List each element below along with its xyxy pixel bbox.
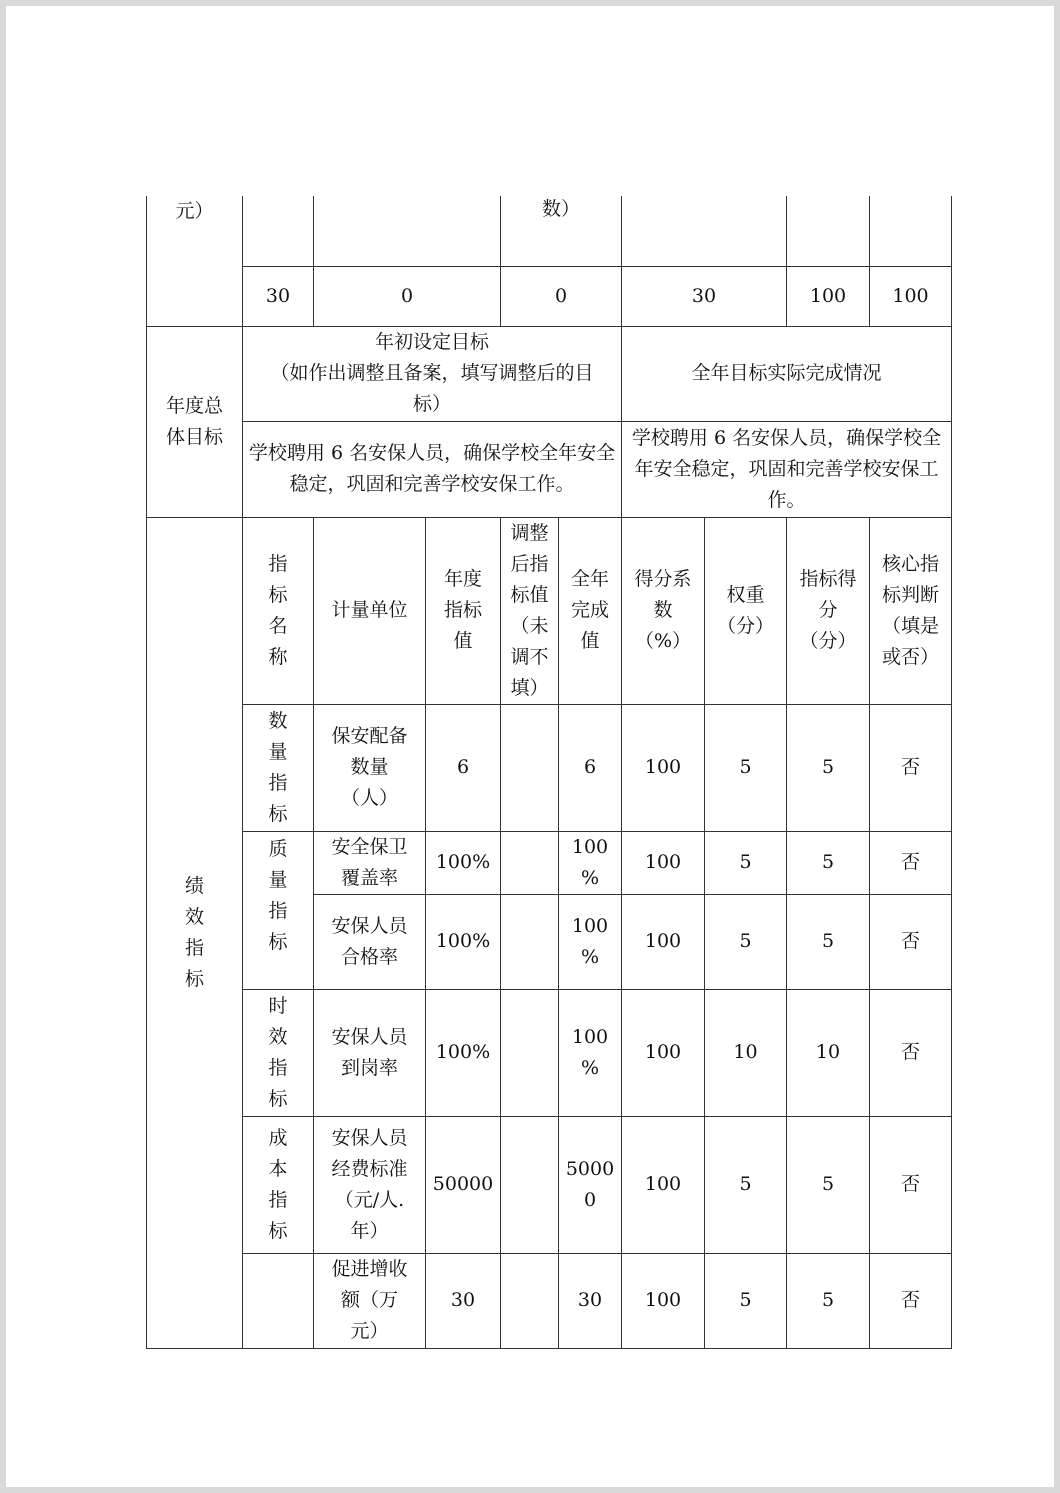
budget-header-cell — [870, 196, 952, 266]
budget-header-cell — [314, 196, 501, 266]
header-annual-target: 年度 指标 值 — [426, 517, 501, 704]
weight: 5 — [705, 1253, 787, 1348]
performance-label: 绩 效 指 标 — [147, 517, 243, 1348]
adjusted-target — [501, 831, 559, 894]
budget-value: 0 — [314, 266, 501, 326]
header-score: 指标得 分 （分） — [787, 517, 870, 704]
score: 5 — [787, 1116, 870, 1253]
set-goal-header: 年初设定目标 （如作出调整且备案，填写调整后的目 标） — [243, 326, 622, 421]
budget-value: 100 — [787, 266, 870, 326]
weight: 5 — [705, 1116, 787, 1253]
group-cost: 成 本 指 标 — [243, 1116, 314, 1253]
adjusted-target — [501, 704, 559, 831]
budget-value: 100 — [870, 266, 952, 326]
budget-header-cell — [622, 196, 787, 266]
weight: 5 — [705, 894, 787, 989]
actual-goal-header: 全年目标实际完成情况 — [622, 326, 952, 421]
table-row — [147, 1253, 952, 1348]
core-judgment: 否 — [870, 1116, 952, 1253]
budget-value: 30 — [243, 266, 314, 326]
table-row — [147, 1116, 952, 1253]
header-actual-value: 全年 完成 值 — [559, 517, 622, 704]
annual-target: 30 — [426, 1253, 501, 1348]
annual-target: 100% — [426, 831, 501, 894]
budget-value: 0 — [501, 266, 622, 326]
header-weight: 权重 （分） — [705, 517, 787, 704]
table-row — [147, 831, 952, 894]
header-core: 核心指 标判断 （填是 或否） — [870, 517, 952, 704]
weight: 5 — [705, 704, 787, 831]
score-coefficient: 100 — [622, 989, 705, 1116]
annual-target: 50000 — [426, 1116, 501, 1253]
core-judgment: 否 — [870, 704, 952, 831]
actual-value: 6 — [559, 704, 622, 831]
budget-value: 30 — [622, 266, 787, 326]
budget-header-cell — [787, 196, 870, 266]
score-coefficient: 100 — [622, 704, 705, 831]
score: 10 — [787, 989, 870, 1116]
indicator-name: 保安配备 数量 （人） — [314, 704, 426, 831]
actual-value: 100 % — [559, 831, 622, 894]
table-row — [147, 989, 952, 1116]
score: 5 — [787, 831, 870, 894]
annual-target: 100% — [426, 989, 501, 1116]
score-coefficient: 100 — [622, 831, 705, 894]
core-judgment: 否 — [870, 831, 952, 894]
adjusted-target — [501, 1116, 559, 1253]
header-adjusted-target: 调整 后指 标值 （未 调不 填） — [501, 517, 559, 704]
group-empty — [243, 1253, 314, 1348]
actual-goal-text: 学校聘用 6 名安保人员，确保学校全年安全稳定，巩固和完善学校安保工作。 — [622, 421, 952, 517]
annual-goal-label: 年度总 体目标 — [147, 326, 243, 517]
indicator-name: 安全保卫 覆盖率 — [314, 831, 426, 894]
score-coefficient: 100 — [622, 1116, 705, 1253]
header-score-coefficient: 得分系 数 （%） — [622, 517, 705, 704]
core-judgment: 否 — [870, 894, 952, 989]
adjusted-target — [501, 894, 559, 989]
group-timeliness: 时 效 指 标 — [243, 989, 314, 1116]
score: 5 — [787, 894, 870, 989]
weight: 5 — [705, 831, 787, 894]
table-row — [147, 704, 952, 831]
score: 5 — [787, 1253, 870, 1348]
actual-value: 5000 0 — [559, 1116, 622, 1253]
budget-header-cell — [243, 196, 314, 266]
score-coefficient: 100 — [622, 894, 705, 989]
annual-target: 100% — [426, 894, 501, 989]
budget-row-label: 元） — [147, 196, 243, 326]
header-indicator-name: 指 标 名 称 — [243, 517, 314, 704]
core-judgment: 否 — [870, 1253, 952, 1348]
actual-value: 100 % — [559, 989, 622, 1116]
indicator-name: 安保人员 到岗率 — [314, 989, 426, 1116]
score-coefficient: 100 — [622, 1253, 705, 1348]
document-page — [6, 6, 1054, 1487]
adjusted-target — [501, 1253, 559, 1348]
adjusted-target — [501, 989, 559, 1116]
header-unit: 计量单位 — [314, 517, 426, 704]
set-goal-text: 学校聘用 6 名安保人员，确保学校全年安全稳定，巩固和完善学校安保工作。 — [243, 421, 622, 517]
annual-target: 6 — [426, 704, 501, 831]
performance-table — [146, 196, 952, 1349]
indicator-name: 安保人员 经费标准 （元/人. 年） — [314, 1116, 426, 1253]
group-quality: 质 量 指 标 — [243, 831, 314, 989]
core-judgment: 否 — [870, 989, 952, 1116]
score: 5 — [787, 704, 870, 831]
indicator-name: 安保人员 合格率 — [314, 894, 426, 989]
budget-header-cell: 数） — [501, 196, 622, 266]
actual-value: 30 — [559, 1253, 622, 1348]
actual-value: 100 % — [559, 894, 622, 989]
weight: 10 — [705, 989, 787, 1116]
indicator-name: 促进增收 额（万 元） — [314, 1253, 426, 1348]
group-quantity: 数 量 指 标 — [243, 704, 314, 831]
